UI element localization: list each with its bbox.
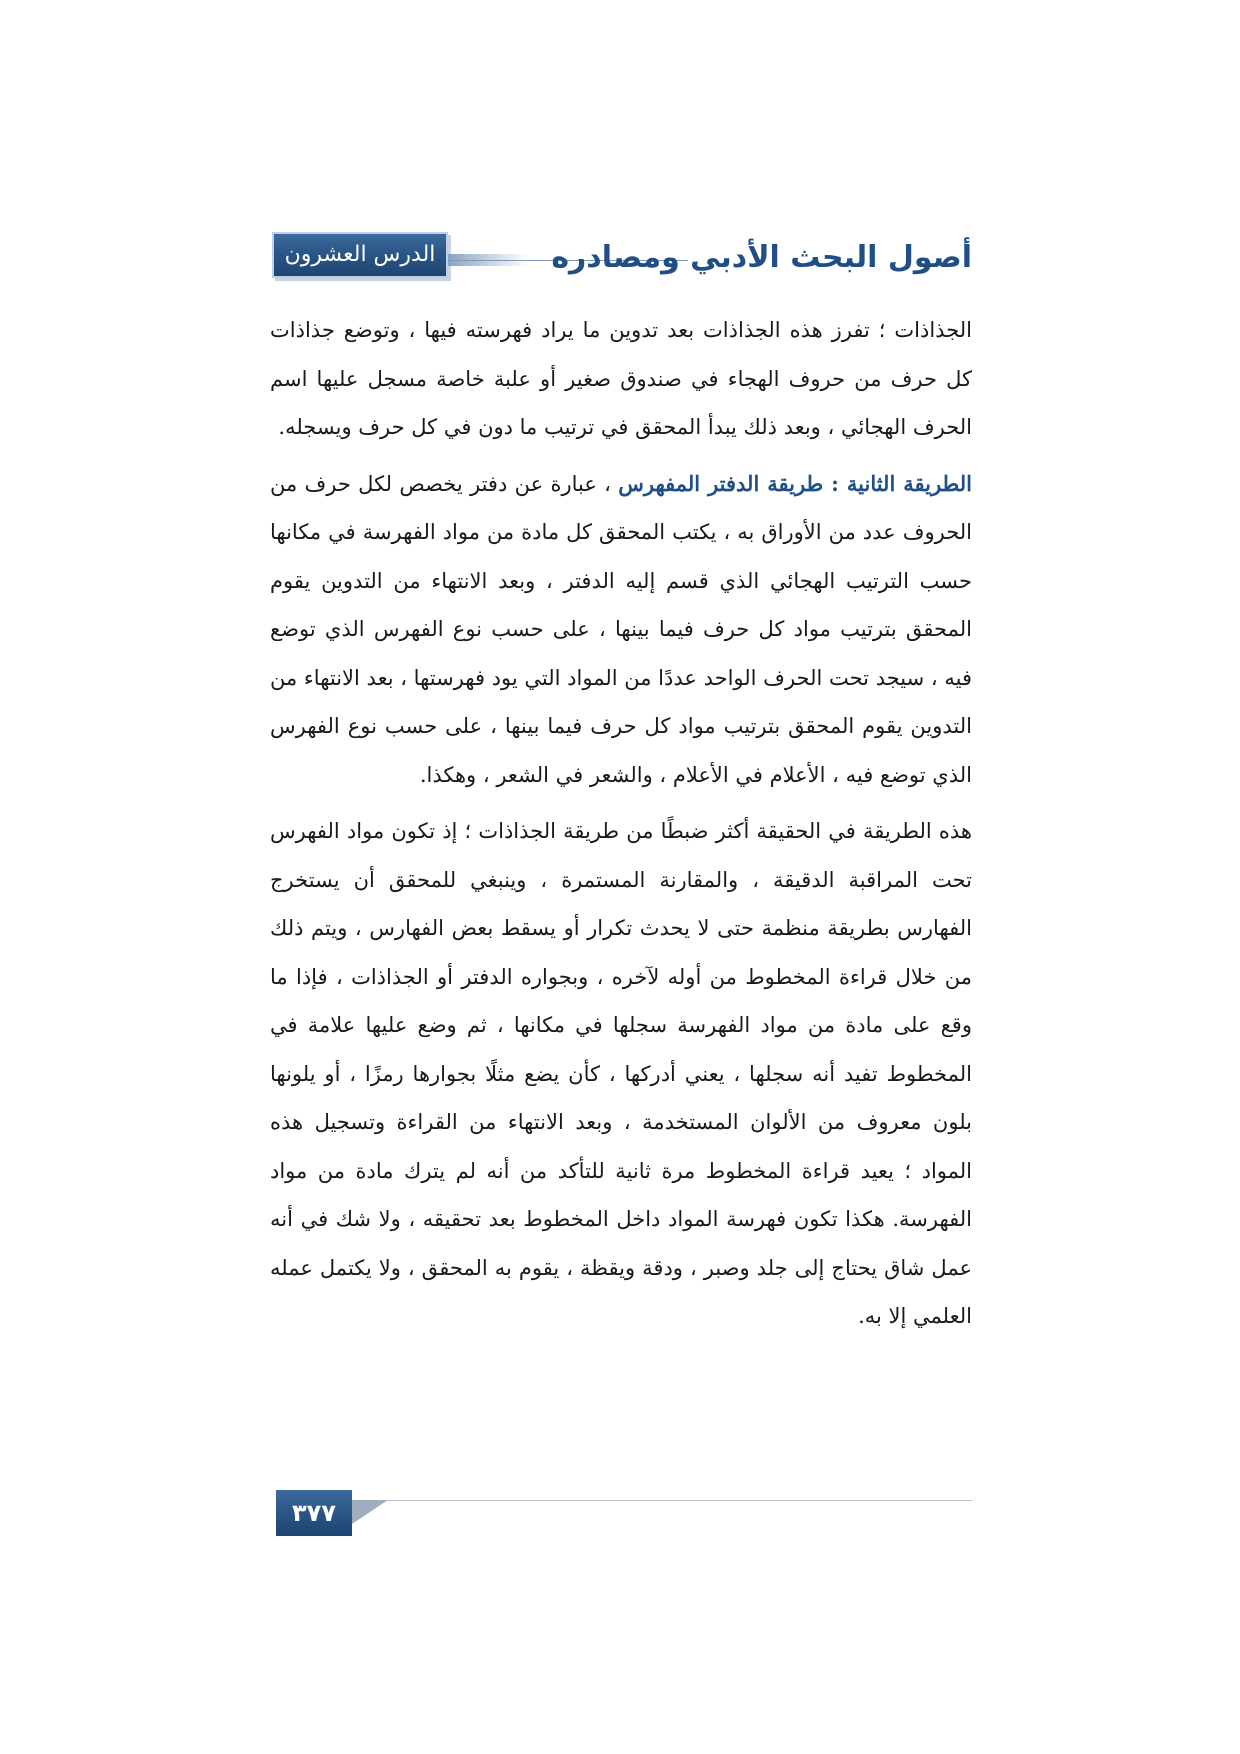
paragraph-text: ، عبارة عن دفتر يخصص لكل حرف من الحروف عدد من الأوراق به ، يكتب المحقق كل مادة من مواد الفهرسة في مكانها حسب الترتيب الهجائي الذي قسم إليه الدفتر ، وبعد الانتهاء من التدوين يقوم المحقق بترتيب مواد كل حرف فيما بينها ، على حسب نوع الفهرس الذي توضع فيه ، سيجد تحت الحرف الواحد عددًا من المواد التي يود فهرستها ، بعد الانتهاء من التدوين يقوم المحقق بترتيب مواد كل حرف فيما بينها ، على حسب نوع الفهرس الذي توضع فيه ، الأعلام في الأعلام ، والشعر في الشعر ، وهكذا.	[270, 471, 972, 787]
footer-wedge	[352, 1500, 388, 1524]
paragraph-text: الجذاذات ؛ تفرز هذه الجذاذات بعد تدوين ما يراد فهرسته فيها ، وتوضع جذاذات كل حرف من حروف الهجاء في صندوق صغير أو علبة خاصة مسجل عليها اسم الحرف الهجائي ، وبعد ذلك يبدأ المحقق في ترتيب ما دون في كل حرف ويسجله.	[270, 318, 972, 439]
page-header	[272, 232, 972, 284]
footer-rule	[352, 1500, 972, 1501]
book-title: أصول البحث الأدبي ومصادره	[551, 240, 972, 275]
lesson-label: الدرس العشرون	[284, 242, 436, 267]
method-heading: الطريقة الثانية : طريقة الدفتر المفهرس	[618, 470, 972, 496]
lesson-label-box	[272, 232, 448, 278]
page-footer	[276, 1490, 972, 1538]
page-number: ٣٧٧	[276, 1490, 352, 1536]
body-text	[270, 306, 972, 1341]
paragraph-2	[270, 460, 972, 800]
paragraph-3	[270, 807, 972, 1341]
paragraph-text: هذه الطريقة في الحقيقة أكثر ضبطًا من طريقة الجذاذات ؛ إذ تكون مواد الفهرس تحت المراقبة الدقيقة ، والمقارنة المستمرة ، وينبغي للمحقق أن يستخرج الفهارس بطريقة منظمة حتى لا يحدث تكرار أو يسقط بعض الفهارس ، ويتم ذلك من خلال قراءة المخطوط من أوله لآخره ، وبجواره الدفتر أو الجذاذات ، فإذا ما وقع على مادة من مواد الفهرسة سجلها في مكانها ، ثم وضع عليها علامة في المخطوط تفيد أنه سجلها ، يعني أدركها ، كأن يضع مثلًا بجوارها رمزًا ، أو يلونها بلون معروف من الألوان المستخدمة ، وبعد الانتهاء من القراءة وتسجيل هذه المواد ؛ يعيد قراءة المخطوط مرة ثانية للتأكد من أنه لم يترك مادة من مواد الفهرسة. هكذا تكون فهرسة المواد داخل المخطوط بعد تحقيقه ، ولا شك في أنه عمل شاق يحتاج إلى جلد وصبر ، ودقة ويقظة ، يقوم به المحقق ، ولا يكتمل عمله العلمي إلا به.	[270, 819, 972, 1328]
paragraph-1	[270, 306, 972, 452]
